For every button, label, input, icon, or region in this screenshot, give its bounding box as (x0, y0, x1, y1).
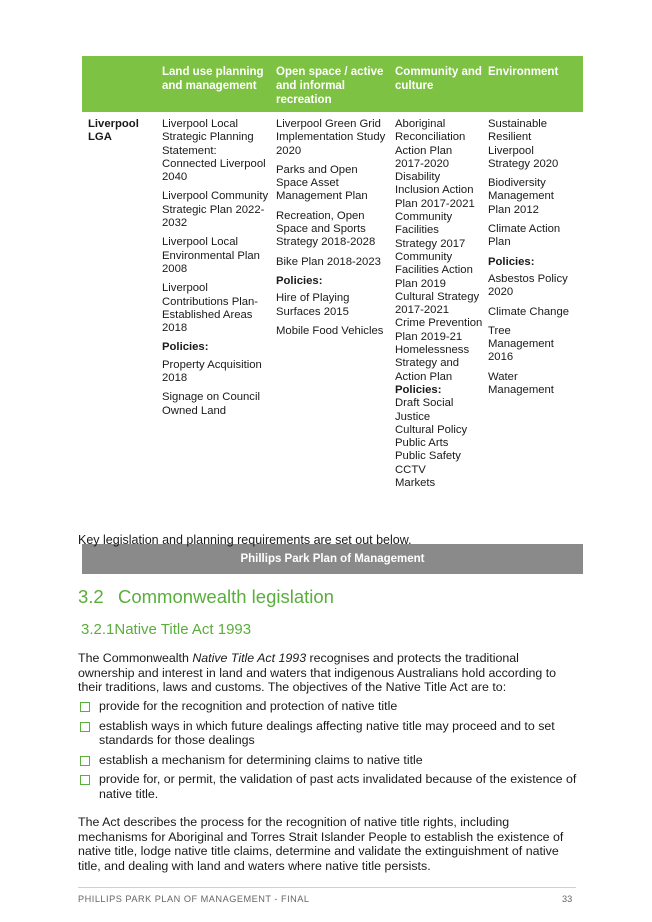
list-item: Property Acquisition 2018 (162, 358, 262, 385)
cell-environment (488, 112, 583, 544)
subsection-heading (81, 621, 251, 638)
list-item (78, 719, 578, 748)
list-item: Aboriginal Reconciliation Action Plan 2017-2020 (395, 118, 466, 170)
table-footer-band: Phillips Park Plan of Management (82, 544, 583, 574)
section-heading (78, 586, 334, 608)
subsection-title: Native Title Act 1993 (114, 621, 252, 638)
checkbox-bullet-icon (80, 722, 90, 732)
list-item: Water Management (488, 370, 554, 397)
row-label: Liverpool LGA (88, 118, 139, 144)
list-item: Public Arts (395, 437, 449, 450)
bullet-text: provide for the recognition and protection of native title (99, 699, 398, 713)
header-cell-environment: Environment (488, 66, 559, 78)
policies-label: Policies: (276, 274, 323, 287)
header-cell-blank (82, 56, 162, 112)
policies-label: Policies: (162, 341, 209, 354)
list-item: Cultural Strategy 2017-2021 (395, 290, 480, 317)
list-item: Signage on Council Owned Land (162, 391, 260, 417)
list-item: Liverpool Contributions Plan-Established Areas 2018 (162, 282, 259, 335)
paragraph-native-title (78, 651, 578, 695)
page-number: 33 (562, 894, 573, 904)
list-item (78, 753, 578, 768)
list-item: Liverpool Community Strategic Plan 2022-2032 (162, 190, 269, 230)
list-item: Hire of Playing Surfaces 2015 (276, 292, 350, 318)
act-title-italic: Native Title Act 1993 (192, 651, 307, 665)
list-item: Public Safety CCTV (395, 450, 461, 476)
list-item: Sustainable Resilient Liverpool Strategy 2020 (488, 118, 559, 170)
para1-before: The Commonwealth (78, 651, 193, 665)
list-item: Markets (395, 477, 436, 490)
cell-land-use (162, 112, 276, 544)
list-item: Bike Plan 2018-2023 (276, 255, 381, 268)
cell-community (395, 112, 488, 544)
list-item: Draft Social Justice (395, 397, 454, 423)
list-item: Parks and Open Space Asset Management Plan (276, 163, 368, 203)
list-item: Disability Inclusion Action Plan 2017-2021 (395, 171, 475, 210)
list-item: Cultural Policy (395, 423, 468, 436)
list-item: Mobile Food Vehicles (276, 324, 384, 337)
list-item: Homelessness Strategy and Action Plan (395, 344, 470, 383)
bullet-text: establish a mechanism for determining claims to native title (99, 752, 423, 767)
table-row (82, 112, 583, 544)
intro-text: Key legislation and planning requirements are set out below. (78, 533, 412, 547)
list-item (78, 772, 578, 801)
footer-divider (78, 887, 576, 888)
checkbox-bullet-icon (80, 756, 90, 766)
paragraph-act-process: The Act describes the process for the recognition of native title rights, including mechanisms for Aboriginal and Torres Strait Islander People to establish the existence of native title, lodge native title claims, determine and validate the extinguishment of native title, and dealing with land and waters where native title persists. (78, 815, 564, 873)
cell-open-space (276, 112, 395, 544)
header-cell-open-space: Open space / active and informal recreation (276, 66, 384, 106)
objectives-list (78, 699, 578, 806)
list-item (78, 699, 578, 714)
header-cell-land-use: Land use planning and management (162, 66, 264, 92)
policies-label: Policies: (488, 255, 535, 268)
footer-title: PHILLIPS PARK PLAN OF MANAGEMENT - FINAL (78, 894, 310, 904)
list-item: Biodiversity Management Plan 2012 (488, 177, 554, 216)
list-item: Liverpool Green Grid Implementation Study 2020 (276, 118, 386, 157)
subsection-number: 3.2.1 (81, 621, 115, 638)
list-item: Climate Action Plan (488, 223, 561, 249)
list-item: Climate Change (488, 305, 570, 318)
list-item: Liverpool Local Strategic Planning Statement: Connected Liverpool 2040 (162, 118, 266, 184)
para1-after: recognises and protects the traditional ownership and interest in land and waters that indigenous Australians hold according to their traditions, laws and customs. The objectives of the Native Title Act are to: (78, 651, 557, 694)
list-item: Crime Prevention Plan 2019-21 (395, 317, 483, 343)
section-title: Commonwealth legislation (118, 586, 334, 607)
planning-table (82, 56, 583, 574)
list-item: Community Facilities Action Plan 2019 (395, 250, 473, 290)
list-item: Community Facilities Strategy 2017 (395, 211, 466, 250)
bullet-text: provide for, or permit, the validation of past acts invalidated because of the existence of native title. (99, 772, 577, 801)
bullet-text: establish ways in which future dealings affecting native title may proceed and to set standards for those dealings (99, 718, 555, 747)
list-item: Asbestos Policy 2020 (488, 272, 568, 299)
list-item: Tree Management 2016 (488, 324, 554, 364)
checkbox-bullet-icon (80, 702, 90, 712)
list-item: Recreation, Open Space and Sports Strategy 2018-2028 (276, 209, 376, 249)
header-cell-community: Community and culture (395, 66, 482, 92)
list-item: Liverpool Local Environmental Plan 2008 (162, 236, 260, 275)
section-number: 3.2 (78, 586, 104, 607)
checkbox-bullet-icon (80, 775, 90, 785)
policies-label: Policies: (395, 383, 442, 396)
table-header-row (82, 56, 583, 112)
